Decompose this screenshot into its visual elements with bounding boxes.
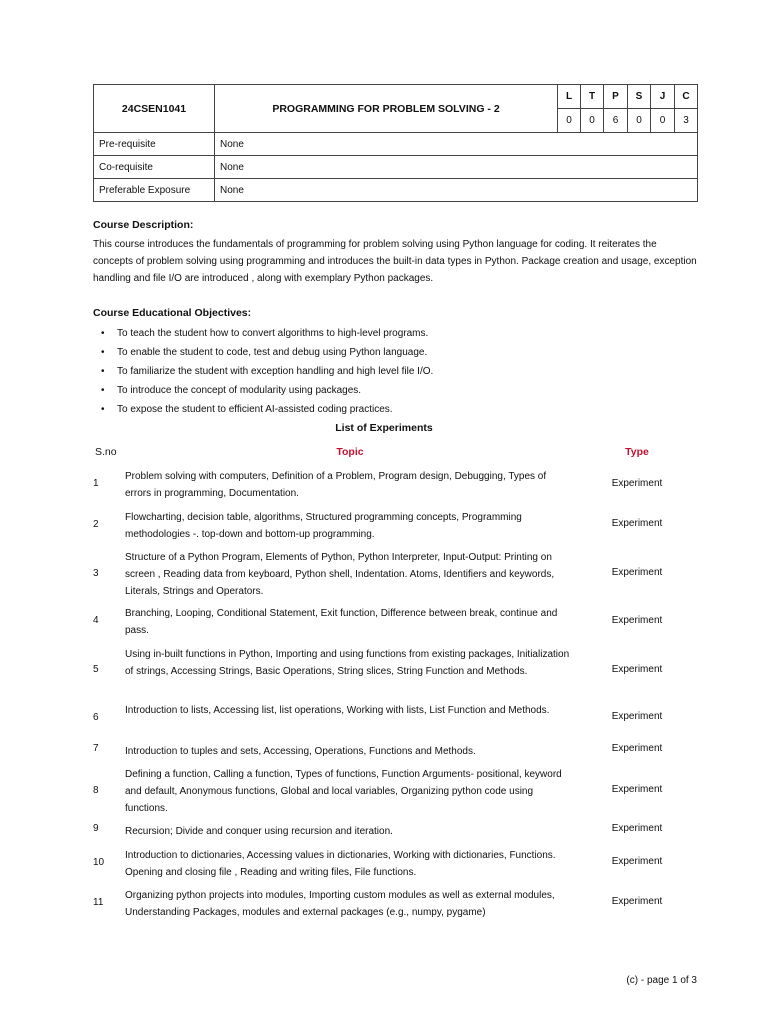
experiment-type: Experiment <box>611 518 663 529</box>
ltpsjc-value: 0 <box>581 109 604 133</box>
ltpsjc-header: J <box>651 85 675 109</box>
course-code: 24CSEN1041 <box>94 85 215 133</box>
experiment-topic: Using in-built functions in Python, Importing and using functions from existing packages, Initialization of strings, Accessing Strings, Basic Operations, String slices, String Function and Methods. <box>125 649 570 677</box>
experiment-type: Experiment <box>611 711 663 722</box>
experiment-number: 11 <box>93 897 104 908</box>
objective-item <box>93 324 693 343</box>
corequisite-label: Co-requisite <box>94 156 215 179</box>
preferable-exposure-label: Preferable Exposure <box>94 179 215 202</box>
objectives-heading: Course Educational Objectives: <box>93 307 252 319</box>
ltpsjc-value: 0 <box>628 109 651 133</box>
bullet-icon: • <box>101 328 105 339</box>
experiment-type: Experiment <box>611 478 663 489</box>
experiment-number: 6 <box>93 712 99 723</box>
bullet-icon: • <box>101 347 105 358</box>
ltpsjc-value: 0 <box>651 109 675 133</box>
experiment-topic: Problem solving with computers, Definition of a Problem, Program design, Debugging, Types of errors in programming, Documentation. <box>125 471 547 499</box>
course-description-heading: Course Description: <box>93 219 194 231</box>
objective-item <box>93 343 693 362</box>
column-header-type: Type <box>625 446 649 458</box>
experiment-type: Experiment <box>611 784 663 795</box>
course-title: PROGRAMMING FOR PROBLEM SOLVING - 2 <box>215 85 558 133</box>
experiment-number: 2 <box>93 519 99 530</box>
preferable-exposure-value: None <box>215 179 698 202</box>
bullet-icon: • <box>101 404 105 415</box>
corequisite-value: None <box>215 156 698 179</box>
objective-text: To enable the student to code, test and debug using Python language. <box>117 347 428 358</box>
ltpsjc-value: 0 <box>558 109 581 133</box>
experiment-number: 7 <box>93 743 99 754</box>
experiment-topic: Introduction to tuples and sets, Accessing, Operations, Functions and Methods. <box>125 746 476 757</box>
experiment-number: 10 <box>93 857 105 868</box>
experiment-type: Experiment <box>611 896 663 907</box>
objective-text: To introduce the concept of modularity using packages. <box>117 385 362 396</box>
bullet-icon: • <box>101 366 105 377</box>
experiment-number: 9 <box>93 823 99 834</box>
experiment-type: Experiment <box>611 743 663 754</box>
experiment-topic: Flowcharting, decision table, algorithms, Structured programming concepts, Programming methodologies -. top-down and bottom-up programming. <box>125 512 522 540</box>
objective-item <box>93 362 693 381</box>
prerequisite-label: Pre-requisite <box>94 133 215 156</box>
experiment-type: Experiment <box>611 823 663 834</box>
experiment-type: Experiment <box>611 615 663 626</box>
course-header-table <box>93 84 698 202</box>
experiment-number: 8 <box>93 785 99 796</box>
experiment-number: 4 <box>93 615 99 626</box>
objective-text: To familiarize the student with exception handling and high level file I/O. <box>117 366 434 377</box>
experiment-type: Experiment <box>611 567 663 578</box>
experiment-topic: Recursion; Divide and conquer using recursion and iteration. <box>125 826 393 837</box>
ltpsjc-value: 3 <box>675 109 698 133</box>
ltpsjc-value: 6 <box>604 109 628 133</box>
experiment-topic: Organizing python projects into modules, Importing custom modules as well as external modules, Understanding Packages, modules and external packages (e.g., numpy, pygame) <box>125 890 555 918</box>
experiment-topic: Structure of a Python Program, Elements of Python, Python Interpreter, Input-Output: Printing on screen , Reading data from keyboard, Python shell, Indentation. Atoms, Identifiers and keywords, Literals, Strings and Operators. <box>125 552 555 597</box>
ltpsjc-header: T <box>581 85 604 109</box>
column-header-sno: S.no <box>95 446 117 458</box>
objective-text: To teach the student how to convert algorithms to high-level programs. <box>117 328 429 339</box>
experiment-number: 3 <box>93 568 99 579</box>
experiments-heading: List of Experiments <box>335 422 433 434</box>
experiment-number: 1 <box>93 478 99 489</box>
experiment-type: Experiment <box>611 856 663 867</box>
prerequisite-value: None <box>215 133 698 156</box>
experiment-number: 5 <box>93 664 99 675</box>
ltpsjc-header: C <box>675 85 698 109</box>
bullet-icon: • <box>101 385 105 396</box>
objective-text: To expose the student to efficient AI-assisted coding practices. <box>117 404 393 415</box>
experiment-type: Experiment <box>611 664 663 675</box>
experiment-topic: Defining a function, Calling a function, Types of functions, Function Arguments- positional, keyword and default, Anonymous functions, Global and local variables, Organizing python code using functions. <box>125 769 562 814</box>
experiment-topic: Introduction to lists, Accessing list, list operations, Working with lists, List Function and Methods. <box>125 705 550 716</box>
experiment-topic: Introduction to dictionaries, Accessing values in dictionaries, Working with dictionaries, Functions. Opening and closing file , Reading and writing files, File functions. <box>125 850 556 878</box>
page-footer: (c) - page 1 of 3 <box>626 975 697 986</box>
course-description-text: This course introduces the fundamentals of programming for problem solving using Python language for coding. It reiterates the concepts of problem solving using programming and introduces the built-in data types in Python. Package creation and usage, exception handling and file I/O are introduced , along with exemplary Python packages. <box>93 239 697 284</box>
experiment-topic: Branching, Looping, Conditional Statement, Exit function, Difference between break, continue and pass. <box>125 608 558 636</box>
objectives-list <box>93 324 693 419</box>
ltpsjc-header: L <box>558 85 581 109</box>
ltpsjc-header: S <box>628 85 651 109</box>
objective-item <box>93 381 693 400</box>
ltpsjc-header: P <box>604 85 628 109</box>
column-header-topic: Topic <box>336 446 364 458</box>
objective-item <box>93 400 693 419</box>
